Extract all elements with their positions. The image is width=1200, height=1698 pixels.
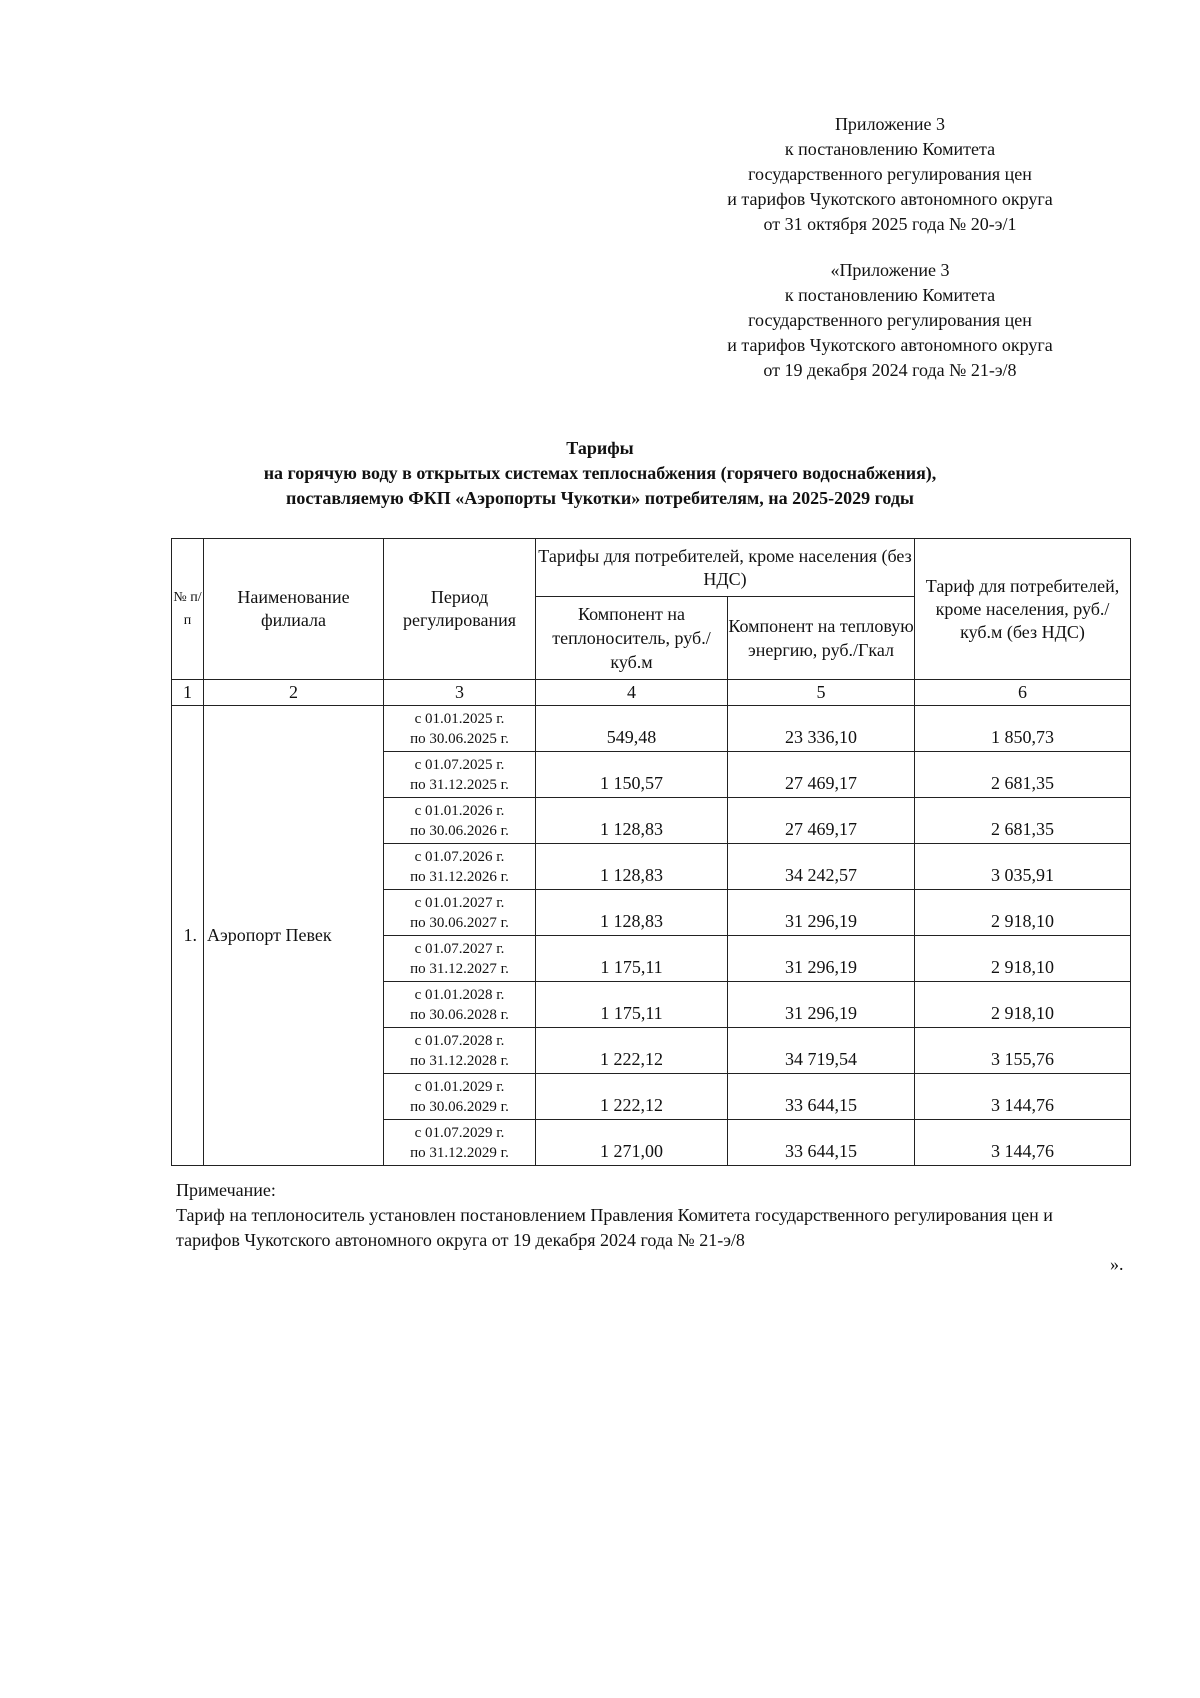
annex-header-current [720, 112, 1060, 237]
tariff-table [171, 538, 1131, 1166]
period-to: по 31.12.2026 г. [410, 868, 509, 885]
value-heat-carrier: 1 222,12 [536, 1074, 728, 1120]
value-tariff: 2 918,10 [915, 936, 1131, 982]
period-cell [384, 844, 536, 890]
value-heat-carrier: 1 222,12 [536, 1028, 728, 1074]
header-period: Период регулирования [384, 539, 536, 680]
period-from: с 01.07.2025 г. [414, 756, 505, 773]
header-component-heat-energy: Компонент на тепловую энергию, руб./Гкал [728, 597, 915, 680]
period-from: с 01.01.2025 г. [414, 710, 505, 727]
value-tariff: 3 144,76 [915, 1074, 1131, 1120]
period-cell [384, 706, 536, 752]
annex-header-previous [720, 258, 1060, 383]
header-line: «Приложение 3 [830, 260, 950, 280]
value-tariff: 1 850,73 [915, 706, 1131, 752]
column-number: 2 [204, 680, 384, 706]
note-text: Тариф на теплоноситель установлен постановлением Правления Комитета государственного регулирования цен и тарифов Чукотского автономного округа от 19 декабря 2024 года № 21-э/8 [176, 1205, 1053, 1250]
header-line: Приложение 3 [834, 114, 946, 134]
period-to: по 30.06.2025 г. [410, 730, 509, 747]
period-from: с 01.01.2029 г. [414, 1078, 505, 1095]
value-heat-carrier: 549,48 [536, 706, 728, 752]
row-number: 1. [172, 706, 204, 1166]
header-line: государственного регулирования цен [748, 310, 1032, 330]
period-from: с 01.07.2027 г. [414, 940, 505, 957]
value-heat-energy: 34 242,57 [728, 844, 915, 890]
period-cell [384, 982, 536, 1028]
value-tariff: 3 144,76 [915, 1120, 1131, 1166]
value-heat-energy: 23 336,10 [728, 706, 915, 752]
value-heat-energy: 31 296,19 [728, 936, 915, 982]
value-heat-carrier: 1 271,00 [536, 1120, 728, 1166]
value-heat-energy: 33 644,15 [728, 1120, 915, 1166]
title-line-2: на горячую воду в открытых системах теплоснабжения (горячего водоснабжения), [263, 463, 937, 483]
header-branch: Наименование филиала [204, 539, 384, 680]
header-line: и тарифов Чукотского автономного округа [727, 335, 1053, 355]
period-cell [384, 752, 536, 798]
period-to: по 30.06.2028 г. [410, 1006, 509, 1023]
period-to: по 30.06.2026 г. [410, 822, 509, 839]
period-to: по 31.12.2028 г. [410, 1052, 509, 1069]
period-cell [384, 1120, 536, 1166]
period-cell [384, 1028, 536, 1074]
value-heat-carrier: 1 128,83 [536, 798, 728, 844]
column-number: 1 [172, 680, 204, 706]
period-cell [384, 890, 536, 936]
value-heat-energy: 31 296,19 [728, 890, 915, 936]
period-cell [384, 1074, 536, 1120]
value-heat-energy: 27 469,17 [728, 752, 915, 798]
title-line-3: поставляемую ФКП «Аэропорты Чукотки» потребителям, на 2025-2029 годы [285, 488, 914, 508]
value-heat-energy: 27 469,17 [728, 798, 915, 844]
column-number: 5 [728, 680, 915, 706]
period-to: по 31.12.2029 г. [410, 1144, 509, 1161]
value-tariff: 2 681,35 [915, 798, 1131, 844]
column-number: 6 [915, 680, 1131, 706]
branch-name: Аэропорт Певек [204, 706, 384, 1166]
value-heat-energy: 33 644,15 [728, 1074, 915, 1120]
period-to: по 31.12.2025 г. [410, 776, 509, 793]
period-from: с 01.07.2026 г. [414, 848, 505, 865]
period-from: с 01.07.2028 г. [414, 1032, 505, 1049]
header-component-heat-carrier: Компонент на теплоноситель, руб./куб.м [536, 597, 728, 680]
period-to: по 31.12.2027 г. [410, 960, 509, 977]
header-line: к постановлению Комитета [784, 285, 996, 305]
header-row-number: № п/п [172, 539, 204, 680]
period-from: с 01.01.2026 г. [414, 802, 505, 819]
header-line: государственного регулирования цен [748, 164, 1032, 184]
value-heat-carrier: 1 128,83 [536, 890, 728, 936]
value-tariff: 2 918,10 [915, 982, 1131, 1028]
header-line: и тарифов Чукотского автономного округа [727, 189, 1053, 209]
value-heat-carrier: 1 150,57 [536, 752, 728, 798]
period-from: с 01.07.2029 г. [414, 1124, 505, 1141]
header-tariff-total: Тариф для потребителей, кроме населения, руб./куб.м (без НДС) [915, 539, 1131, 680]
period-from: с 01.01.2028 г. [414, 986, 505, 1003]
note-section [176, 1178, 1106, 1253]
value-heat-carrier: 1 175,11 [536, 982, 728, 1028]
period-cell [384, 798, 536, 844]
value-tariff: 3 155,76 [915, 1028, 1131, 1074]
table-row [172, 706, 1131, 752]
period-to: по 30.06.2027 г. [410, 914, 509, 931]
title-line-1: Тарифы [566, 438, 634, 458]
column-number: 3 [384, 680, 536, 706]
header-line: к постановлению Комитета [784, 139, 996, 159]
note-label: Примечание: [176, 1180, 276, 1200]
header-line: от 19 декабря 2024 года № 21-э/8 [763, 360, 1017, 380]
value-heat-carrier: 1 175,11 [536, 936, 728, 982]
value-tariff: 2 918,10 [915, 890, 1131, 936]
value-heat-energy: 34 719,54 [728, 1028, 915, 1074]
value-heat-energy: 31 296,19 [728, 982, 915, 1028]
closing-quote: ». [1110, 1254, 1124, 1274]
column-number: 4 [536, 680, 728, 706]
value-tariff: 2 681,35 [915, 752, 1131, 798]
header-line: от 31 октября 2025 года № 20-э/1 [763, 214, 1017, 234]
value-heat-carrier: 1 128,83 [536, 844, 728, 890]
period-from: с 01.01.2027 г. [414, 894, 505, 911]
period-to: по 30.06.2029 г. [410, 1098, 509, 1115]
document-title [160, 436, 1040, 511]
value-tariff: 3 035,91 [915, 844, 1131, 890]
header-tariff-group: Тарифы для потребителей, кроме населения (без НДС) [536, 539, 915, 597]
period-cell [384, 936, 536, 982]
